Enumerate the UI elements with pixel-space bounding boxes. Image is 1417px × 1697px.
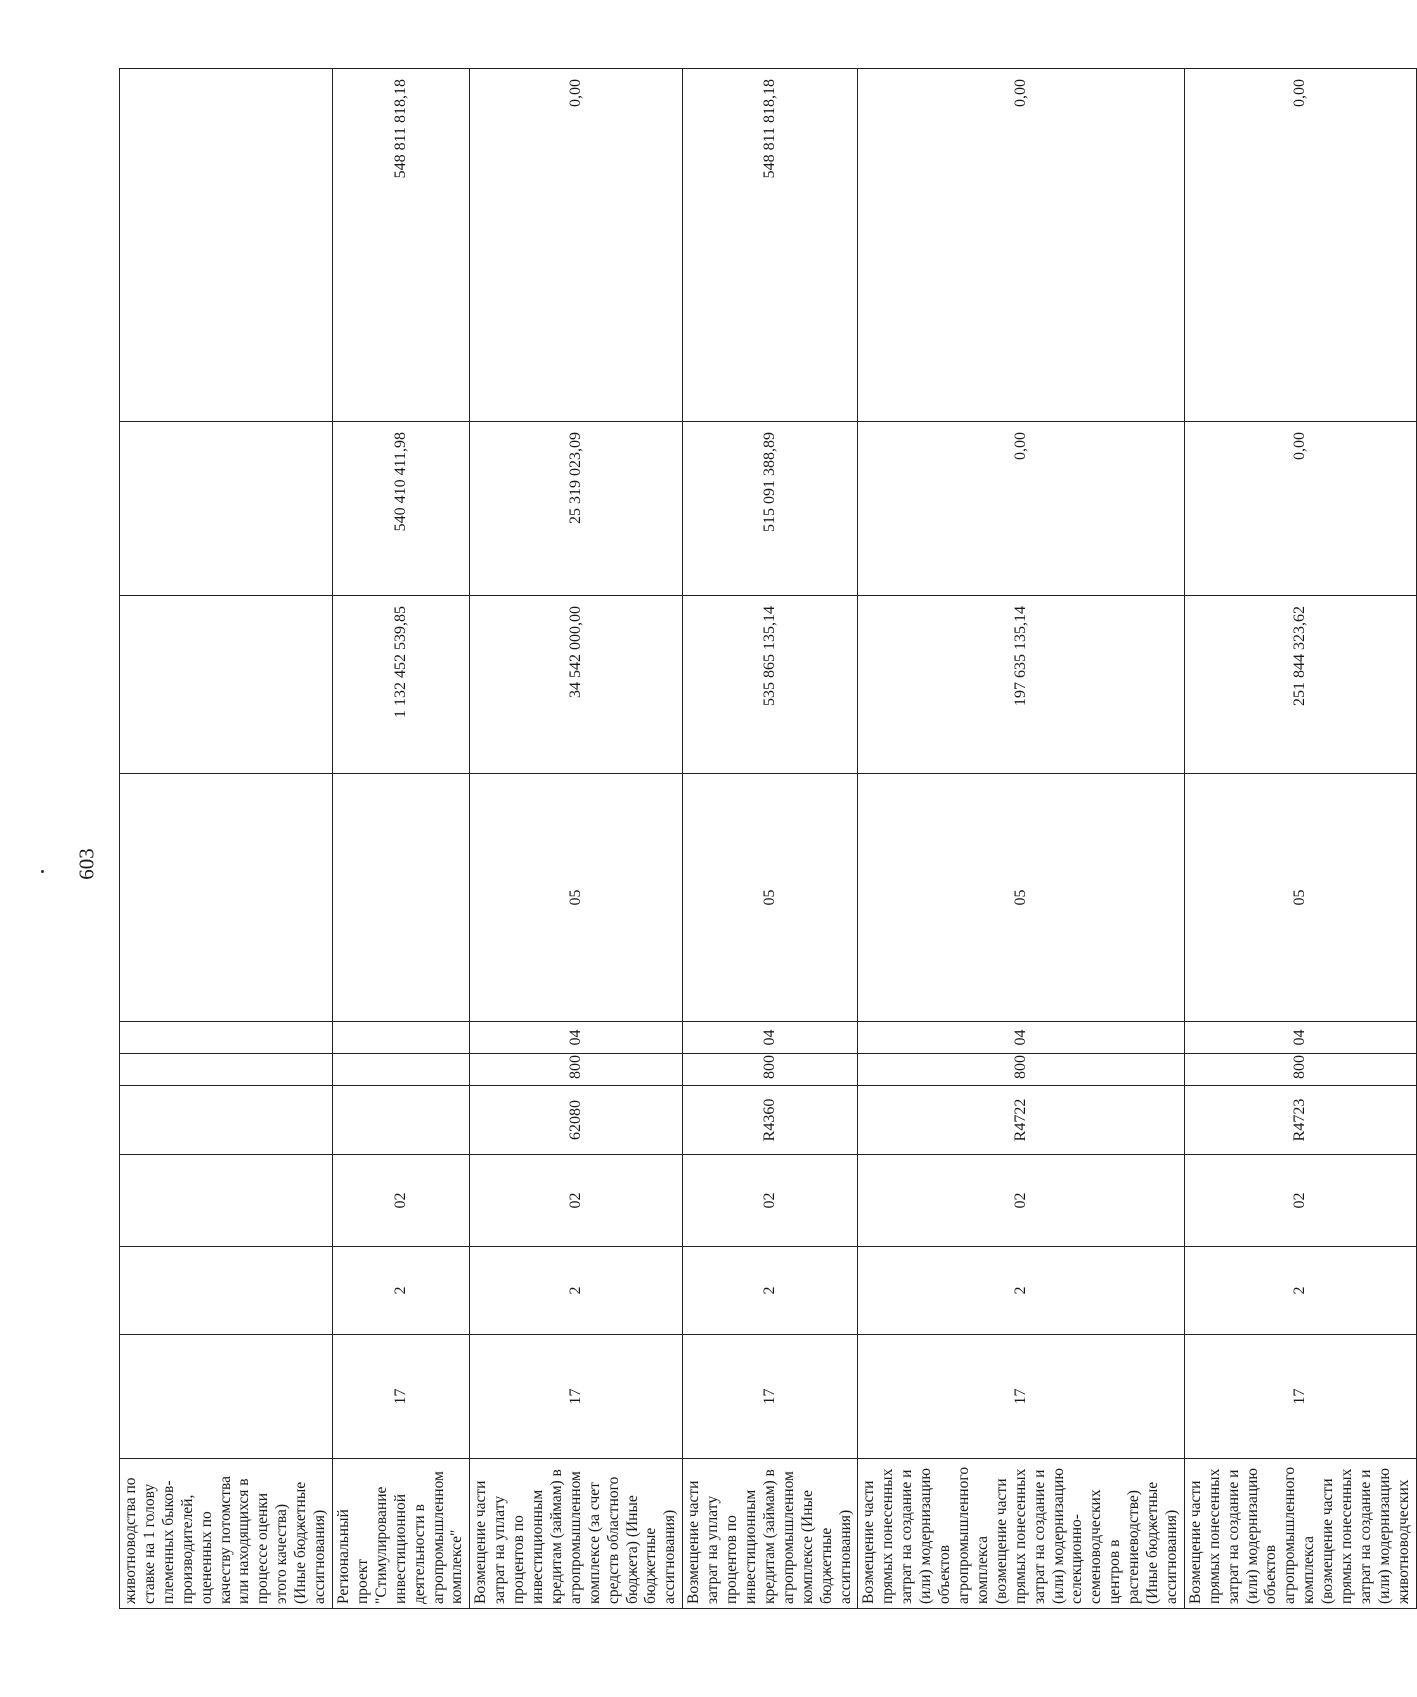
subprogram-code-cell bbox=[120, 1247, 333, 1335]
main-activity-code-cell: 02 bbox=[1184, 1155, 1416, 1247]
table-row bbox=[1184, 69, 1416, 1609]
subprogram-code-cell: 2 bbox=[332, 1247, 469, 1335]
program-code-cell: 17 bbox=[1184, 1335, 1416, 1459]
subsection-cell bbox=[120, 774, 333, 1022]
page-number: 603 bbox=[74, 848, 99, 880]
program-code-cell bbox=[120, 1335, 333, 1459]
section-cell: 04 bbox=[470, 1022, 683, 1054]
amount-year3-cell: 548 811 818,18 bbox=[683, 69, 858, 422]
expense-type-cell bbox=[120, 1054, 333, 1086]
expense-type-cell: 800 bbox=[1184, 1054, 1416, 1086]
subprogram-code-cell: 2 bbox=[683, 1247, 858, 1335]
amount-year1-cell: 251 844 323,62 bbox=[1184, 596, 1416, 774]
amount-year1-cell: 197 635 135,14 bbox=[858, 596, 1184, 774]
section-cell: 04 bbox=[1184, 1022, 1416, 1054]
scan-speck bbox=[41, 870, 44, 873]
subsection-cell bbox=[332, 774, 469, 1022]
amount-year3-cell bbox=[120, 69, 333, 422]
program-code-cell: 17 bbox=[683, 1335, 858, 1459]
direction-code-cell bbox=[120, 1086, 333, 1155]
row-description: Возмещение части затрат на уплату процентов по инвестиционным кредитам (займам) в агропромышленном комплексе (Иные бюджетные ассигнования) bbox=[683, 1459, 858, 1609]
amount-year3-cell: 0,00 bbox=[470, 69, 683, 422]
amount-year2-cell: 25 319 023,09 bbox=[470, 422, 683, 596]
subsection-cell: 05 bbox=[470, 774, 683, 1022]
amount-year2-cell: 0,00 bbox=[1184, 422, 1416, 596]
row-description: Возмещение части затрат на уплату процентов по инвестиционным кредитам (займам) в агропромышленном комплексе (за счет средств областного бюджета) (Иные бюджетные ассигнования) bbox=[470, 1459, 683, 1609]
amount-year1-cell: 535 865 135,14 bbox=[683, 596, 858, 774]
row-description: животноводства по ставке на 1 голову племенных быков-производителей, оцененных по качеству потомства или находящихся в процессе оценки этого качества) (Иные бюджетные ассигнования) bbox=[120, 1459, 333, 1609]
budget-table-rotated bbox=[119, 68, 1412, 1609]
amount-year3-cell: 0,00 bbox=[858, 69, 1184, 422]
program-code-cell: 17 bbox=[332, 1335, 469, 1459]
table-row bbox=[470, 69, 683, 1609]
direction-code-cell: R4723 bbox=[1184, 1086, 1416, 1155]
direction-code-cell: 62080 bbox=[470, 1086, 683, 1155]
amount-year1-cell: 1 132 452 539,85 bbox=[332, 596, 469, 774]
direction-code-cell: R4722 bbox=[858, 1086, 1184, 1155]
subprogram-code-cell: 2 bbox=[858, 1247, 1184, 1335]
table-body bbox=[120, 69, 1417, 1609]
amount-year2-cell: 0,00 bbox=[858, 422, 1184, 596]
table-row bbox=[332, 69, 469, 1609]
main-activity-code-cell: 02 bbox=[332, 1155, 469, 1247]
main-activity-code-cell: 02 bbox=[858, 1155, 1184, 1247]
amount-year3-cell: 0,00 bbox=[1184, 69, 1416, 422]
amount-year2-cell bbox=[120, 422, 333, 596]
expense-type-cell bbox=[332, 1054, 469, 1086]
amount-year2-cell: 540 410 411,98 bbox=[332, 422, 469, 596]
table-row bbox=[120, 69, 333, 1609]
main-activity-code-cell bbox=[120, 1155, 333, 1247]
section-cell bbox=[332, 1022, 469, 1054]
section-cell: 04 bbox=[858, 1022, 1184, 1054]
expense-type-cell: 800 bbox=[470, 1054, 683, 1086]
section-cell: 04 bbox=[683, 1022, 858, 1054]
direction-code-cell bbox=[332, 1086, 469, 1155]
main-activity-code-cell: 02 bbox=[683, 1155, 858, 1247]
amount-year1-cell: 34 542 000,00 bbox=[470, 596, 683, 774]
row-description: Возмещение части прямых понесенных затрат на создание и (или) модернизацию объектов агропромышленного комплекса (возмещение части прямых понесенных затрат на создание и (или) модернизацию животноводческих bbox=[1184, 1459, 1416, 1609]
program-code-cell: 17 bbox=[470, 1335, 683, 1459]
expense-type-cell: 800 bbox=[683, 1054, 858, 1086]
program-code-cell: 17 bbox=[858, 1335, 1184, 1459]
table-row bbox=[683, 69, 858, 1609]
expense-type-cell: 800 bbox=[858, 1054, 1184, 1086]
row-description: Возмещение части прямых понесенных затрат на создание и (или) модернизацию объектов агропромышленного комплекса (возмещение части прямых понесенных затрат на создание и (или) модернизацию селекционно-семеноводческих центров в растениеводстве) (Иные бюджетные ассигнования) bbox=[858, 1459, 1184, 1609]
amount-year2-cell: 515 091 388,89 bbox=[683, 422, 858, 596]
main-activity-code-cell: 02 bbox=[470, 1155, 683, 1247]
table-row bbox=[858, 69, 1184, 1609]
direction-code-cell: R4360 bbox=[683, 1086, 858, 1155]
subsection-cell: 05 bbox=[858, 774, 1184, 1022]
amount-year3-cell: 548 811 818,18 bbox=[332, 69, 469, 422]
section-cell bbox=[120, 1022, 333, 1054]
row-description: Региональный проект "Стимулирование инвестиционной деятельности в агропромышленном комплексе" bbox=[332, 1459, 469, 1609]
subprogram-code-cell: 2 bbox=[470, 1247, 683, 1335]
subsection-cell: 05 bbox=[1184, 774, 1416, 1022]
subsection-cell: 05 bbox=[683, 774, 858, 1022]
amount-year1-cell bbox=[120, 596, 333, 774]
budget-table bbox=[119, 68, 1417, 1609]
subprogram-code-cell: 2 bbox=[1184, 1247, 1416, 1335]
